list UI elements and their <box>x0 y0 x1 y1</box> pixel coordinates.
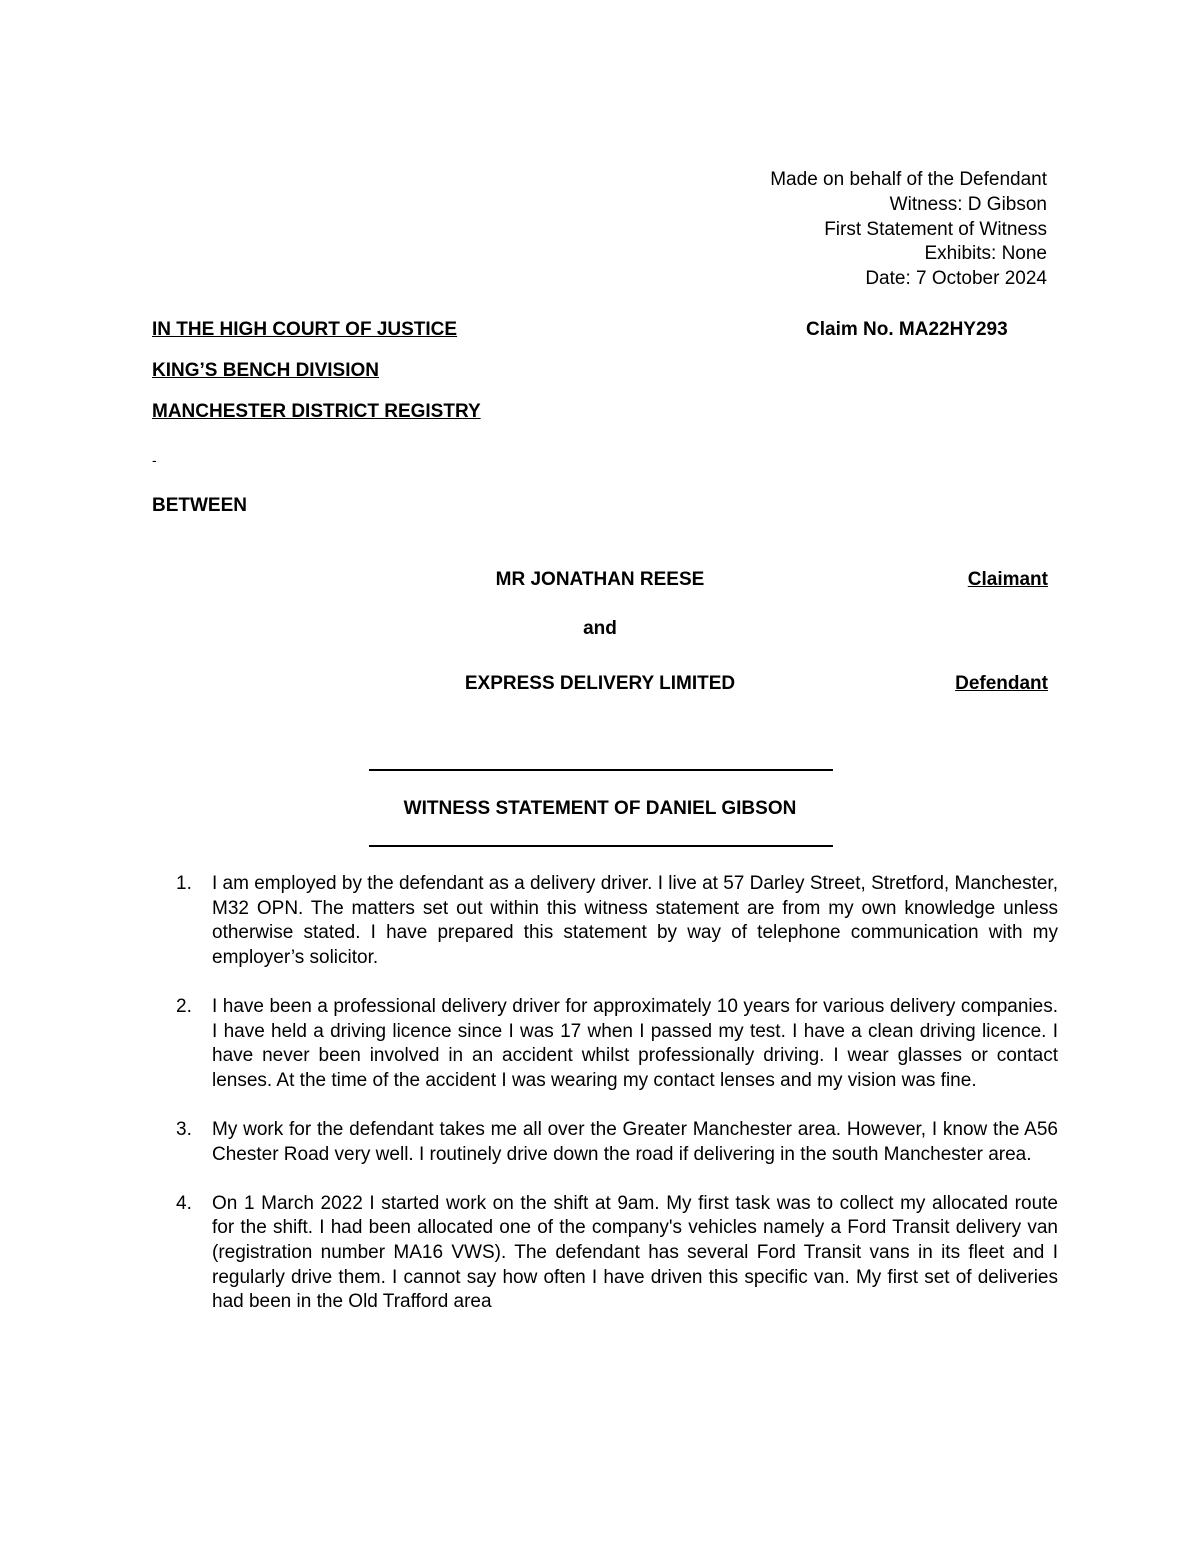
between-label: BETWEEN <box>152 495 247 516</box>
title-rule-top <box>369 769 833 771</box>
header-line-date: Date: 7 October 2024 <box>865 268 1047 290</box>
court-division: KING’S BENCH DIVISION <box>152 360 379 381</box>
claimant-role: Claimant <box>967 569 1048 590</box>
defendant-name: EXPRESS DELIVERY LIMITED <box>464 673 736 694</box>
paragraph-number: 1. <box>176 873 192 894</box>
paragraph-text: On 1 March 2022 I started work on the shift at 9am. My first task was to collect my allocated route for the shift. I had been allocated one of the company's vehicles namely a Ford Transit delivery van (registration number MA16 VWS). The defendant has several Ford Transit vans in its fleet and I regularly drive them. I cannot say how often I have driven this specific van. My first set of deliveries had been in the Old Trafford area <box>212 1192 1058 1313</box>
court-registry: MANCHESTER DISTRICT REGISTRY <box>152 401 481 422</box>
paragraph <box>168 995 1058 1093</box>
court-name: IN THE HIGH COURT OF JUSTICE <box>152 319 458 340</box>
header-line-statement: First Statement of Witness <box>824 218 1047 240</box>
paragraph <box>168 1118 1058 1167</box>
defendant-role: Defendant <box>955 673 1048 694</box>
paragraph <box>168 872 1058 970</box>
statement-title: WITNESS STATEMENT OF DANIEL GIBSON <box>403 798 797 819</box>
title-rule-bottom <box>369 845 833 847</box>
claimant-name: MR JONATHAN REESE <box>495 569 705 590</box>
header-line-exhibits: Exhibits: None <box>924 243 1047 265</box>
and-connector: and <box>583 618 617 639</box>
statement-header <box>770 168 1047 292</box>
paragraph-number: 4. <box>176 1192 192 1214</box>
header-line-witness: Witness: D Gibson <box>889 193 1047 215</box>
paragraph-text: I have been a professional delivery driver for approximately 10 years for various delivery companies. I have held a driving licence since I was 17 when I passed my test. I have a clean driving licence. I have never been involved in an accident whilst professionally driving. I wear glasses or contact lenses. At the time of the accident I was wearing my contact lenses and my vision was fine. <box>212 995 1058 1091</box>
paragraph-text: I am employed by the defendant as a delivery driver. I live at 57 Darley Street, Stretford, Manchester, M32 OPN. The matters set out within this witness statement are from my own knowledge unless otherwise stated. I have prepared this statement by way of telephone communication with my employer’s solicitor. <box>212 873 1058 968</box>
paragraph-text: My work for the defendant takes me all over the Greater Manchester area. However, I know the A56 Chester Road very well. I routinely drive down the road if delivering in the south Manchester area. <box>212 1118 1058 1165</box>
statement-paragraphs <box>168 872 1058 1339</box>
dash-mark: - <box>152 452 157 468</box>
paragraph-number: 3. <box>176 1118 192 1140</box>
paragraph-number: 2. <box>176 995 192 1017</box>
claim-number: Claim No. MA22HY293 <box>806 319 1008 340</box>
header-line-behalf: Made on behalf of the Defendant <box>770 169 1047 190</box>
paragraph <box>168 1192 1058 1315</box>
